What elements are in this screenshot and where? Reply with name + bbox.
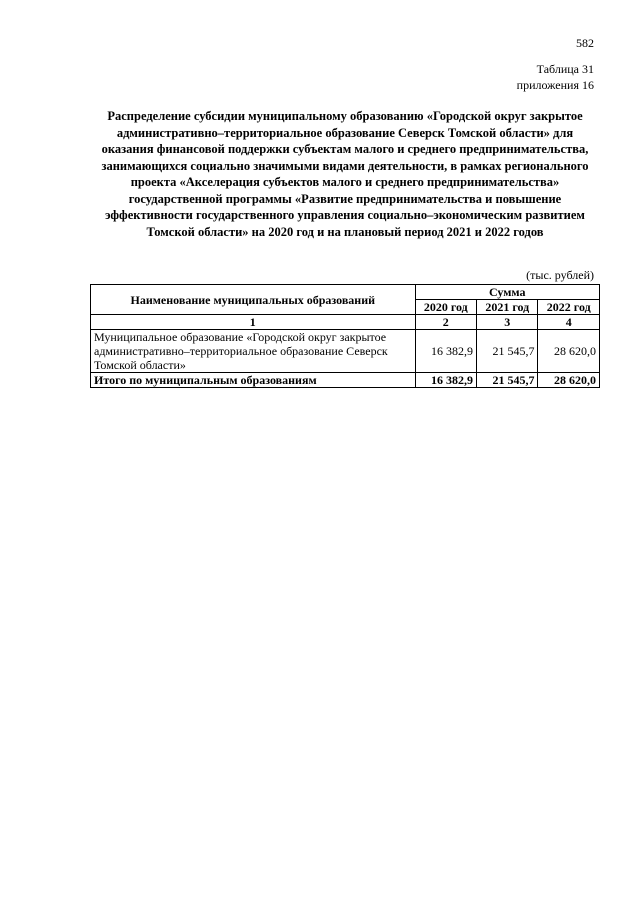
- column-number-3: 3: [477, 315, 538, 330]
- units-label: (тыс. рублей): [526, 268, 594, 282]
- subsidy-table: [90, 284, 600, 388]
- year-header-2021: 2021 год: [477, 300, 538, 315]
- column-header-name: Наименование муниципальных образований: [91, 285, 416, 315]
- total-2020: 16 382,9: [415, 373, 476, 388]
- page-number: 582: [576, 36, 594, 50]
- total-label: Итого по муниципальным образованиям: [91, 373, 416, 388]
- document-title: Распределение субсидии муниципальному образованию «Городской округ закрытое административно–территориальное образование Северск Томской области» для оказания финансовой поддержки субъектам малого и среднего предпринимательства, занимающихся социально значимыми видами деятельности, в рамках регионального проекта «Акселерация субъектов малого и среднего предпринимательства» государственной программы «Развитие предпринимательства и повышение эффективности государственного управления социально–экономическим развитием Томской области» на 2020 год и на плановый период 2021 и 2022 годов: [101, 109, 589, 239]
- total-2021: 21 545,7: [477, 373, 538, 388]
- total-2022: 28 620,0: [538, 373, 600, 388]
- year-header-2022: 2022 год: [538, 300, 600, 315]
- column-number-2: 2: [415, 315, 476, 330]
- column-header-sum: Сумма: [415, 285, 599, 300]
- table-ref-line1: Таблица 31: [536, 62, 594, 76]
- total-row: [91, 373, 600, 388]
- column-number-4: 4: [538, 315, 600, 330]
- column-number-1: 1: [91, 315, 416, 330]
- table-header-row: [91, 285, 600, 300]
- column-number-row: [91, 315, 600, 330]
- year-header-2020: 2020 год: [415, 300, 476, 315]
- table-ref-line2: приложения 16: [516, 78, 594, 92]
- value-2020: 16 382,9: [415, 330, 476, 373]
- value-2021: 21 545,7: [477, 330, 538, 373]
- table-reference: [517, 61, 594, 93]
- value-2022: 28 620,0: [538, 330, 600, 373]
- municipality-name: Муниципальное образование «Городской округ закрытое административно–территориальное образование Северск Томской области»: [91, 330, 416, 373]
- table-row: [91, 330, 600, 373]
